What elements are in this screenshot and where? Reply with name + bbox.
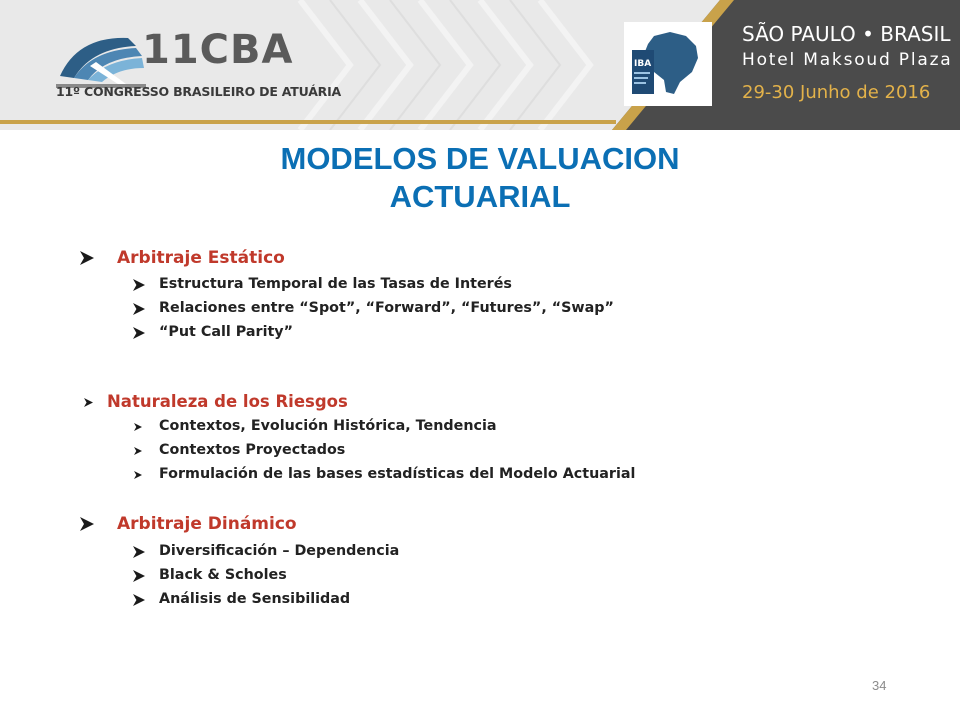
iba-logo [624,22,712,106]
arrowhead-bullet-icon [133,546,145,558]
arrowhead-bullet-icon [133,279,145,291]
iba-label: IBA [634,59,652,69]
arrowhead-bullet-icon [134,447,142,455]
title-line-1: MODELOS DE VALUACION [280,141,680,176]
logo-number: 11CBA [142,27,294,73]
list-item: Estructura Temporal de las Tasas de Interés [159,276,512,292]
list-item: “Put Call Parity” [159,324,294,340]
list-item: Formulación de las bases estadísticas del Modelo Actuarial [159,466,636,482]
list-item: Black & Scholes [159,567,287,583]
arrowhead-bullet-icon [80,517,94,531]
iba-brazil-map-icon [624,22,712,106]
list-item: Diversificación – Dependencia [159,543,400,559]
event-hotel: Hotel Maksoud Plaza [742,50,953,70]
header-banner [0,0,960,130]
event-dates: 29-30 Junho de 2016 [742,82,931,103]
list-item: Relaciones entre “Spot”, “Forward”, “Futures”, “Swap” [159,300,614,316]
gold-divider [0,120,616,124]
slide-title [0,140,960,216]
arrowhead-bullet-icon [133,303,145,315]
section-heading-naturaleza-riesgos: Naturaleza de los Riesgos [107,392,348,411]
section-heading-arbitraje-estatico: Arbitraje Estático [117,248,285,268]
list-item: Análisis de Sensibilidad [159,591,351,607]
arrowhead-bullet-icon [134,423,142,431]
section-heading-arbitraje-dinamico: Arbitraje Dinámico [117,514,297,534]
arrowhead-bullet-icon [134,471,142,479]
arrowhead-bullet-icon [133,327,145,339]
arrowhead-bullet-icon [84,398,93,407]
event-city: SÃO PAULO • BRASIL [742,22,951,46]
title-line-2: ACTUARIAL [389,179,571,214]
arrowhead-bullet-icon [80,251,94,265]
list-item: Contextos, Evolución Histórica, Tendencia [159,418,497,434]
page-number: 34 [872,678,887,693]
logo-subtitle: 11º CONGRESSO BRASILEIRO DE ATUÁRIA [56,84,342,99]
arrowhead-bullet-icon [133,570,145,582]
list-item: Contextos Proyectados [159,442,346,458]
arrowhead-bullet-icon [133,594,145,606]
